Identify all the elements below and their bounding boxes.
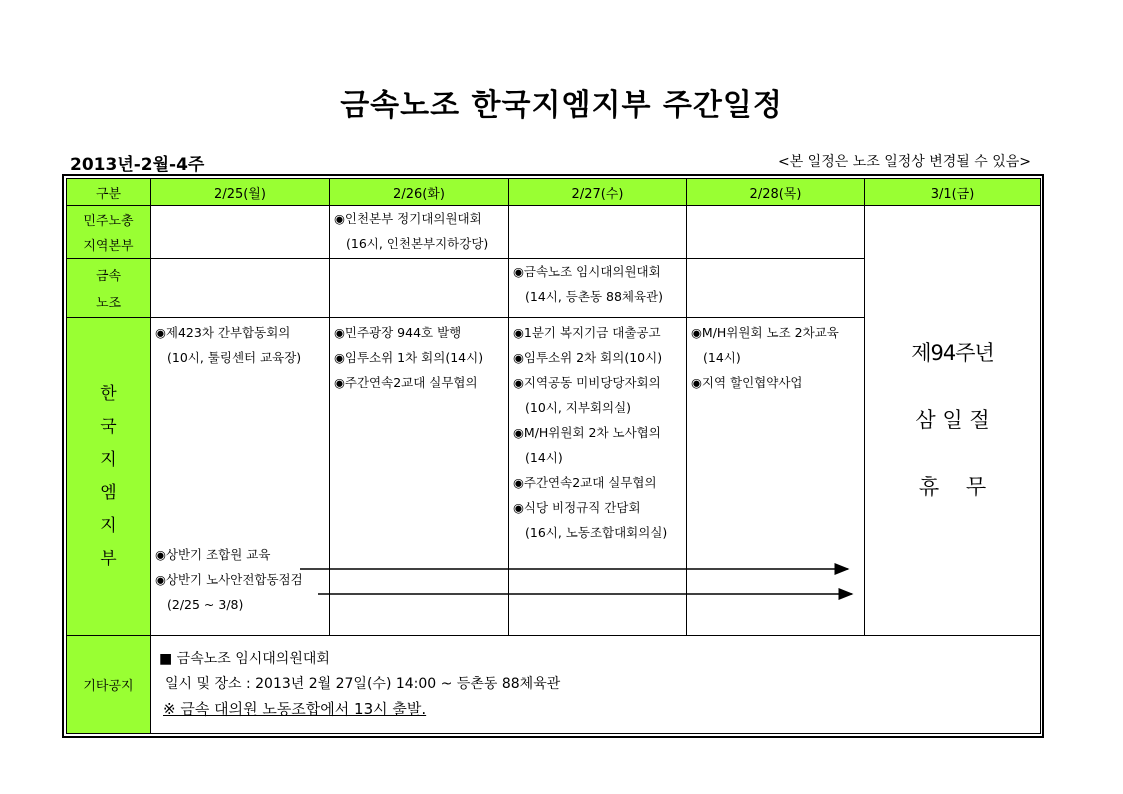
event: ◉1분기 복지기금 대출공고 [513,325,661,341]
misc-note: ※ 금속 대의원 노동조합에서 13시 출발. [163,699,427,718]
row-label-misc: 기타공지 [67,635,151,733]
event-detail: (14시) [703,350,741,366]
label-line: 민주노총 [83,214,134,230]
header-day-thu: 2/28(목) [687,179,865,206]
event: ◉지역 할인협약사업 [691,375,803,391]
event-detail: (10시, 지부회의실) [525,400,632,416]
label-char: 국 [100,416,117,437]
label-char: 한 [100,383,117,404]
change-notice: <본 일정은 노조 일정상 변경될 수 있음> [777,154,1031,170]
label-char: 지 [100,449,117,470]
event: ◉임투소위 1차 회의(14시) [334,350,484,366]
event: ◉주간연속2교대 실무협의 [334,375,478,391]
header-category: 구분 [67,179,151,206]
header-day-tue: 2/26(화) [330,179,509,206]
label-char: 엠 [100,482,117,503]
misc-detail: 일시 및 장소 : 2013년 2월 27일(수) 14:00 ~ 등촌동 88체육관 [165,675,561,692]
event: ◉임투소위 2차 회의(10시) [513,350,663,366]
label-char: 부 [100,548,117,569]
event: ◉인천본부 정기대의원대회 [334,211,482,227]
event: ◉금속노조 임시대의원대회 [513,264,661,280]
span-event: ◉상반기 노사안전합동점검 [155,572,303,588]
label-line: 지역본부 [83,239,134,255]
label-line: 노조 [95,296,122,312]
event: ◉식당 비정규직 간담회 [513,500,641,516]
event: ◉민주광장 944호 발행 [334,325,462,341]
event-detail: (16시, 노동조합대회의실) [525,525,668,541]
event-detail: (14시, 등촌동 88체육관) [525,289,664,305]
event-detail: (10시, 툴링센터 교육장) [167,350,302,366]
event: ◉제423차 간부합동회의 [155,325,291,341]
holiday-line: 삼 일 절 [915,408,990,433]
span-event-detail: (2/25 ~ 3/8) [167,597,244,613]
holiday-line: 제94주년 [911,341,994,366]
span-event: ◉상반기 조합원 교육 [155,547,271,563]
event: ◉주간연속2교대 실무협의 [513,475,657,491]
header-day-mon: 2/25(월) [151,179,330,206]
event: ◉지역공동 미비당당자회의 [513,375,661,391]
event: ◉M/H위원회 2차 노사협의 [513,425,661,441]
holiday-line: 휴 무 [918,475,987,500]
misc-heading: ■ 금속노조 임시대의원대회 [159,650,330,667]
page-title: 금속노조 한국지엠지부 주간일정 [340,88,783,123]
week-label: 2013년-2월-4주 [70,155,205,175]
label-line: 금속 [95,269,122,285]
header-day-fri: 3/1(금) [865,179,1041,206]
label-char: 지 [100,515,117,536]
event: ◉M/H위원회 노조 2차교육 [691,325,839,341]
event-detail: (16시, 인천본부지하강당) [346,236,489,252]
header-day-wed: 2/27(수) [509,179,687,206]
event-detail: (14시) [525,450,563,466]
